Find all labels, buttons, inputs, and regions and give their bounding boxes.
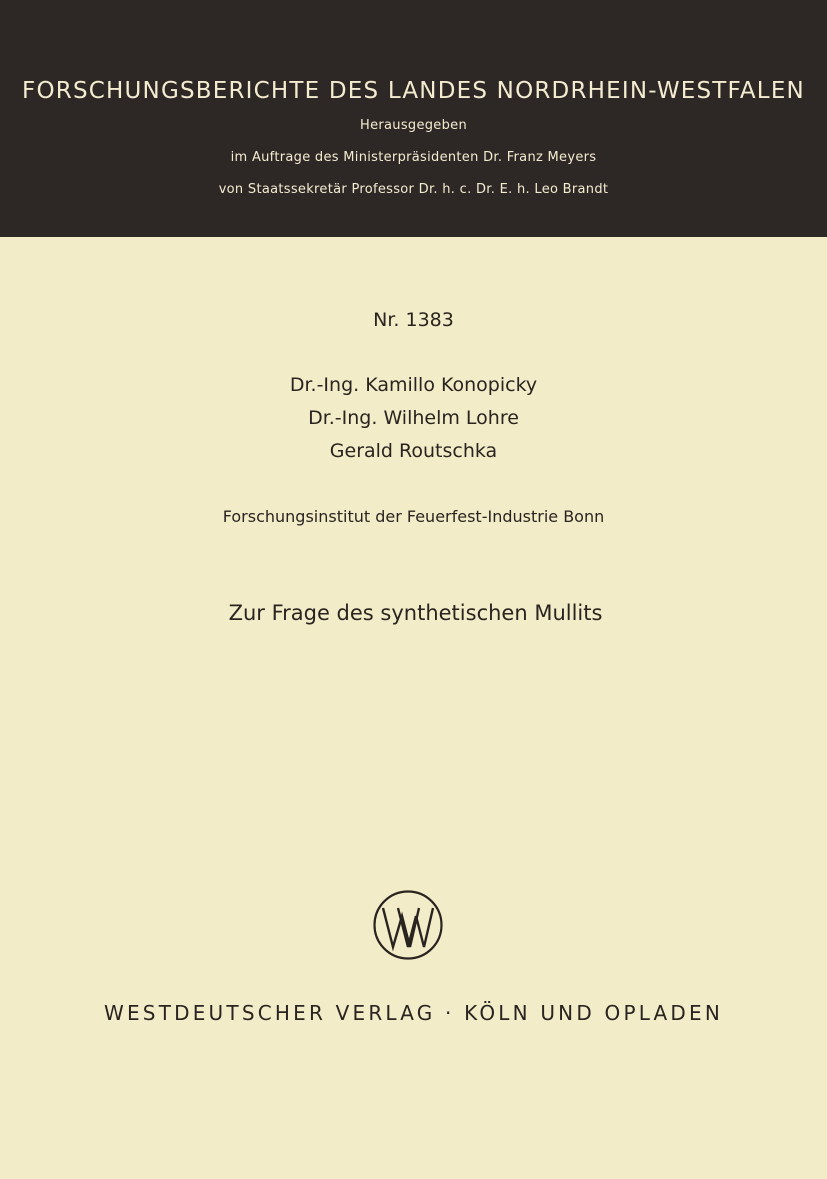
publisher-line: WESTDEUTSCHER VERLAG · KÖLN UND OPLADEN — [104, 1001, 723, 1025]
issue-number: Nr. 1383 — [373, 309, 454, 331]
editor-line-herausgegeben: Herausgegeben — [360, 118, 467, 133]
header-band — [0, 0, 827, 237]
book-title: Zur Frage des synthetischen Mullits — [228, 601, 603, 625]
institute-name: Forschungsinstitut der Feuerfest-Industrie Bonn — [222, 507, 605, 526]
author-name: Gerald Routschka — [329, 440, 498, 462]
author-name: Dr.-Ing. Kamillo Konopicky — [289, 374, 538, 396]
series-title: FORSCHUNGSBERICHTE DES LANDES NORDRHEIN-WESTFALEN — [22, 78, 805, 104]
publisher-ww-logo-icon — [372, 889, 444, 961]
editor-line-staatssekretaer: von Staatssekretär Professor Dr. h. c. Dr. E. h. Leo Brandt — [218, 182, 609, 197]
author-name: Dr.-Ing. Wilhelm Lohre — [308, 407, 519, 429]
editor-line-auftrag: im Auftrage des Ministerpräsidenten Dr. Franz Meyers — [230, 150, 597, 165]
